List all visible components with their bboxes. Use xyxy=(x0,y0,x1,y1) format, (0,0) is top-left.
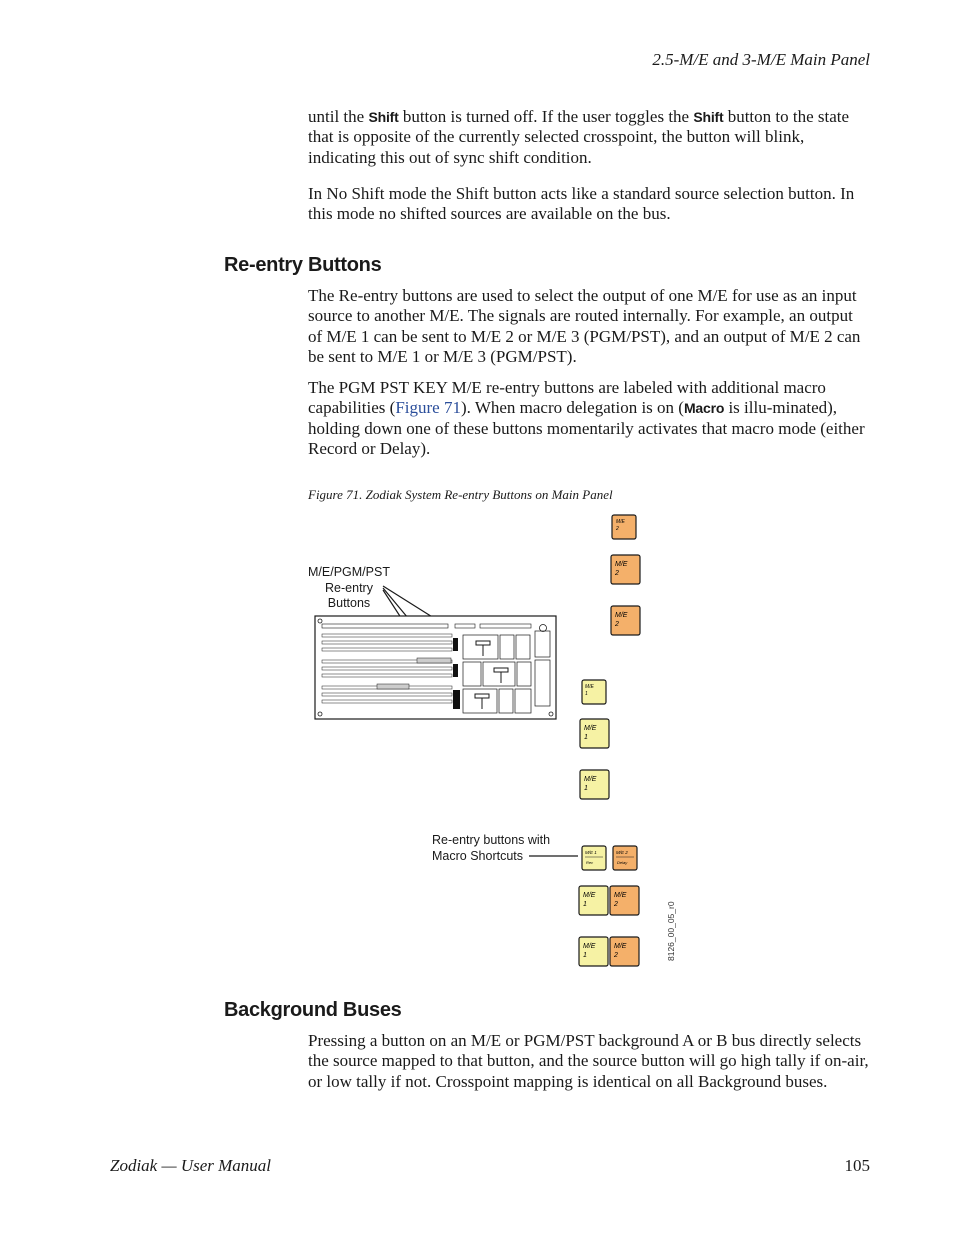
reentry-button-me1 xyxy=(579,886,608,915)
panel-display xyxy=(417,658,451,663)
section-heading-reentry: Re-entry Buttons xyxy=(224,254,382,276)
callout-line: Re-entry buttons with xyxy=(432,833,551,847)
panel-outline xyxy=(315,616,556,719)
figure-id: 8126_00_05_r0 xyxy=(666,901,676,961)
svg-text:M/E 2: M/E 2 xyxy=(616,850,628,855)
text-run: button is turned off. If the user toggles the xyxy=(398,107,694,126)
svg-text:M/E: M/E xyxy=(584,725,597,732)
text-run: The PGM PST KEY M/E re-entry buttons are labeled with additional macro capabilities ( xyxy=(308,378,826,418)
macro-button-me2-delay xyxy=(613,846,637,870)
panel-reentry-marker xyxy=(453,690,460,709)
svg-text:1: 1 xyxy=(583,952,587,959)
svg-text:M/E: M/E xyxy=(585,684,594,690)
svg-text:2: 2 xyxy=(614,901,618,908)
svg-text:1: 1 xyxy=(583,901,587,908)
svg-text:M/E: M/E xyxy=(614,892,627,899)
svg-text:2: 2 xyxy=(614,952,618,959)
svg-text:M/E 1: M/E 1 xyxy=(585,850,597,855)
svg-text:Rec: Rec xyxy=(586,860,594,865)
reentry-button-me1 xyxy=(579,937,608,966)
panel-illustration xyxy=(315,616,556,719)
footer-manual-title: Zodiak — User Manual xyxy=(110,1156,272,1175)
panel-reentry-marker xyxy=(453,638,458,651)
svg-text:M/E: M/E xyxy=(615,612,628,619)
figure-caption: Figure 71. Zodiak System Re-entry Buttons on Main Panel xyxy=(308,487,613,502)
panel-reentry-marker xyxy=(453,664,458,677)
panel-display xyxy=(377,684,409,689)
svg-text:M/E: M/E xyxy=(583,943,596,950)
reentry-button-me2 xyxy=(610,886,639,915)
reentry-button-me1-small xyxy=(582,680,606,704)
reentry-button-me2 xyxy=(611,606,640,635)
reentry-button-me2-small xyxy=(612,515,636,539)
callout-line: Macro Shortcuts xyxy=(432,848,524,863)
figure-71-link[interactable]: Figure 71 xyxy=(395,398,461,418)
text-run: button to the state that is opposite of the currently selected crosspoint, the button will blink, indicating this out of sync shift condition. xyxy=(308,107,850,167)
svg-text:2: 2 xyxy=(615,621,619,628)
callout-line: M/E/PGM/PST xyxy=(308,565,390,579)
section-heading-background: Background Buses xyxy=(224,999,402,1021)
text-run: ). When macro delegation is on ( xyxy=(460,398,684,418)
svg-text:1: 1 xyxy=(584,785,588,792)
svg-text:M/E: M/E xyxy=(583,892,596,899)
intro-paragraph-2: In No Shift mode the Shift button acts like a standard source selection button. In this mode no shifted sources are available on the bus. xyxy=(308,184,855,224)
svg-text:1: 1 xyxy=(585,691,588,697)
running-header: 2.5-M/E and 3-M/E Main Panel xyxy=(652,50,870,69)
reentry-button-me1 xyxy=(580,770,609,799)
reentry-paragraph-1: The Re-entry buttons are used to select the output of one M/E for use as an input source to another M/E. The signals are routed internally. For example, an output of M/E 1 can be sent to M/E 2 or M/E 3 (PGM/PST), and an output of M/E 2 can be sent to M/E 1 or M/E 3 (PGM/PST). xyxy=(308,286,861,366)
reentry-button-me1 xyxy=(580,719,609,748)
shift-keyword: Shift xyxy=(368,109,399,125)
svg-text:2: 2 xyxy=(615,570,619,577)
text-run: until the xyxy=(308,107,369,126)
footer-page-number: 105 xyxy=(844,1156,870,1175)
callout-line: Buttons xyxy=(327,596,371,610)
svg-text:1: 1 xyxy=(584,734,588,741)
svg-text:M/E: M/E xyxy=(614,943,627,950)
callout-line: Re-entry xyxy=(325,580,373,595)
macro-button-me1-rec xyxy=(582,846,606,870)
svg-text:M/E: M/E xyxy=(584,776,597,783)
shift-keyword: Shift xyxy=(693,109,724,125)
svg-text:Delay: Delay xyxy=(617,860,628,865)
background-paragraph: Pressing a button on an M/E or PGM/PST background A or B bus directly selects the source mapped to that button, and the source button will go high tally if on-air, or low tally if not. Crosspoint mapping is identical on all Background buses. xyxy=(308,1031,869,1091)
svg-text:M/E: M/E xyxy=(616,519,625,525)
macro-keyword: Macro xyxy=(683,400,725,417)
reentry-button-me2 xyxy=(610,937,639,966)
reentry-button-me2 xyxy=(611,555,640,584)
svg-text:2: 2 xyxy=(616,526,619,532)
svg-text:M/E: M/E xyxy=(615,561,628,568)
text-run: is illu-minated), holding down one of these buttons momentarily activates that macro mode (either Record or Delay). xyxy=(308,398,865,458)
